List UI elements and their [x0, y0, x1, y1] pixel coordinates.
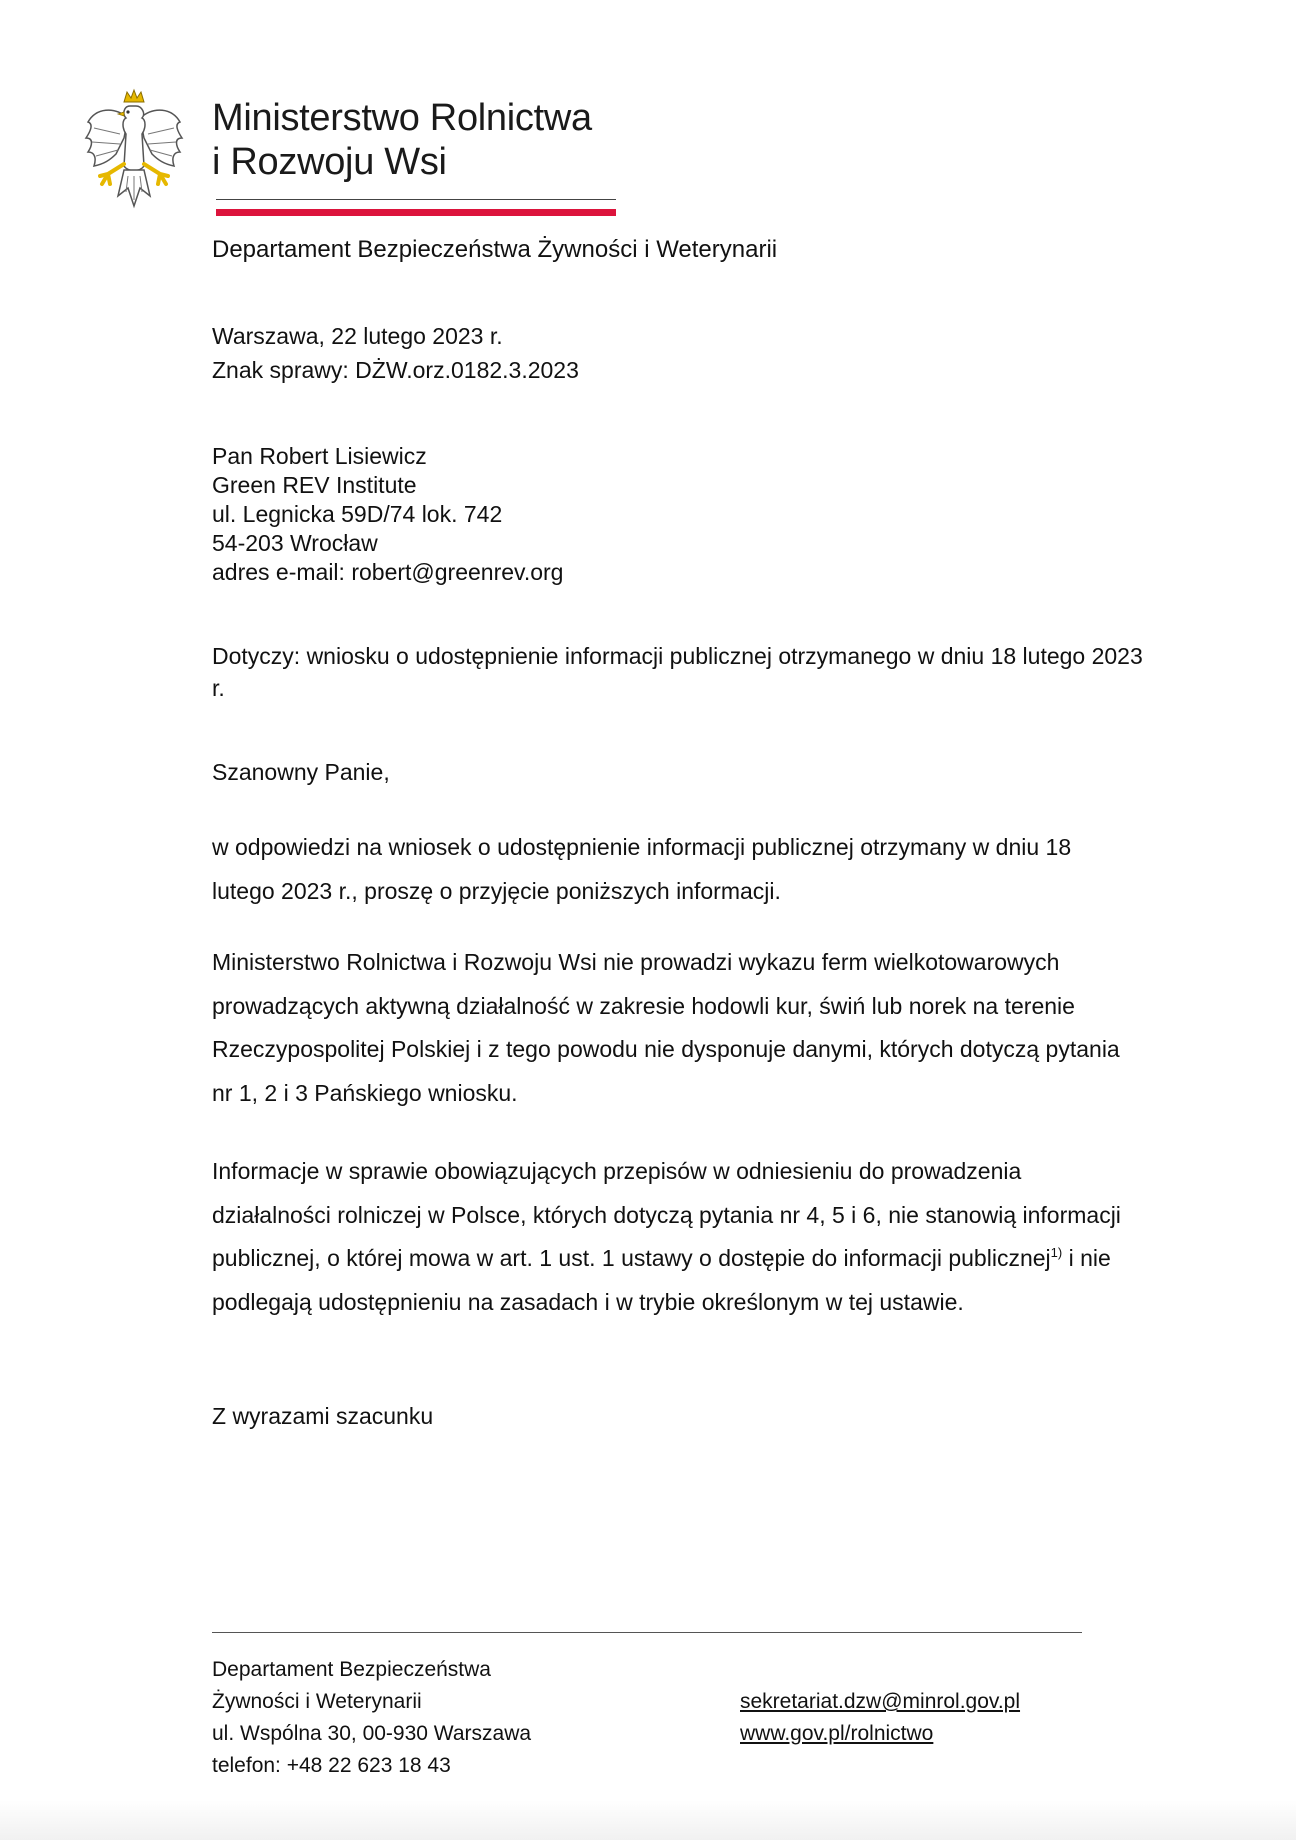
footer-department-line2: Żywności i Weterynarii	[212, 1690, 422, 1713]
addressee-block	[212, 442, 563, 587]
ministry-name	[212, 96, 652, 184]
header-divider-red	[216, 209, 616, 216]
addressee-city: 54-203 Wrocław	[212, 530, 378, 556]
paragraph-3-text-start: Informacje w sprawie obowiązujących przepisów w odniesieniu do prowadzenia działalności rolniczej w Polsce, których dotyczą pytania nr 4, 5 i 6, nie stanowią informacji publicznej, o której mowa w art. 1 ust. 1 ustawy o dostępie do informacji publicznej	[212, 1158, 1121, 1271]
body-paragraph-1: w odpowiedzi na wniosek o udostępnienie informacji publicznej otrzymany w dniu 18 lutego 2023 r., proszę o przyjęcie poniższych informacji.	[212, 834, 1072, 904]
body-paragraph-3	[212, 1150, 1132, 1324]
footer-department-line1: Departament Bezpieczeństwa	[212, 1658, 491, 1681]
ministry-name-line1: Ministerstwo Rolnictwa	[212, 97, 592, 139]
addressee-name: Pan Robert Lisiewicz	[212, 443, 427, 469]
footer-address	[212, 1654, 531, 1782]
footer-contact	[740, 1686, 1020, 1750]
footer-divider	[212, 1632, 1082, 1633]
salutation: Szanowny Panie,	[212, 759, 390, 785]
polish-eagle-emblem-icon	[84, 88, 184, 218]
paragraph-3-text-end: i nie podlegają udostępnieniu na zasadach i w trybie określonym w tej ustawie.	[212, 1245, 1111, 1315]
page-bottom-edge	[0, 1800, 1296, 1840]
place-date: Warszawa, 22 lutego 2023 r.	[212, 323, 503, 349]
department-name: Departament Bezpieczeństwa Żywności i Weterynarii	[212, 236, 778, 263]
ministry-name-line2: i Rozwoju Wsi	[212, 141, 447, 183]
addressee-organization: Green REV Institute	[212, 472, 417, 498]
letter-subject: Dotyczy: wniosku o udostępnienie informacji publicznej otrzymanego w dniu 18 lutego 2023 r.	[212, 643, 1143, 701]
footer-email-link[interactable]: sekretariat.dzw@minrol.gov.pl	[740, 1690, 1021, 1713]
header-divider-thin	[216, 199, 616, 200]
closing-phrase: Z wyrazami szacunku	[212, 1403, 434, 1429]
footnote-marker: 1)	[1050, 1245, 1063, 1260]
body-paragraph-2: Ministerstwo Rolnictwa i Rozwoju Wsi nie prowadzi wykazu ferm wielkotowarowych prowadzących aktywną działalność w zakresie hodowli kur, świń lub norek na terenie Rzeczypospolitej Polskiej i z tego powodu nie dysponuje danymi, których dotyczą pytania nr 1, 2 i 3 Pańskiego wniosku.	[212, 949, 1120, 1106]
case-reference: Znak sprawy: DŻW.orz.0182.3.2023	[212, 357, 579, 383]
footer-street: ul. Wspólna 30, 00-930 Warszawa	[212, 1722, 532, 1745]
footer-website-link[interactable]: www.gov.pl/rolnictwo	[740, 1722, 934, 1745]
footer-phone: telefon: +48 22 623 18 43	[212, 1754, 451, 1777]
addressee-email: adres e-mail: robert@greenrev.org	[212, 559, 564, 585]
addressee-street: ul. Legnicka 59D/74 lok. 742	[212, 501, 503, 527]
